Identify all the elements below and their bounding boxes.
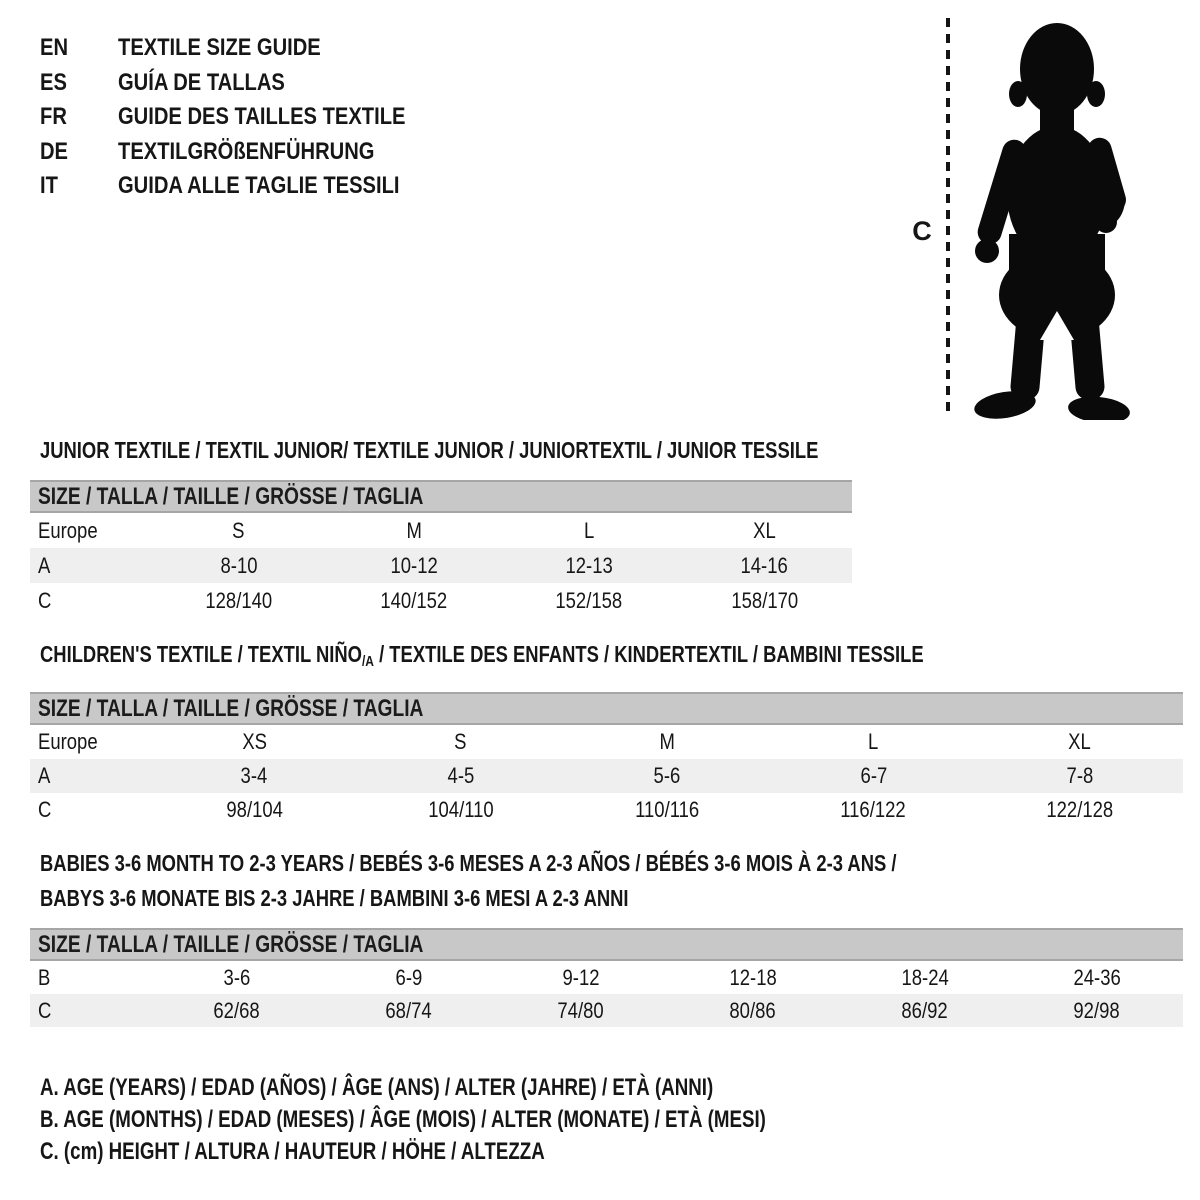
cell: 6-7 — [860, 763, 887, 788]
nino-a-subscript: /A — [361, 653, 374, 670]
row-label: A — [38, 763, 51, 788]
cell: S — [232, 517, 245, 543]
lang-row-fr — [40, 100, 460, 135]
row-label: Europe — [38, 729, 98, 754]
cell: 18-24 — [901, 964, 949, 990]
cell: 6-9 — [395, 964, 423, 990]
cell: 74/80 — [557, 997, 605, 1023]
table-row-age-months — [30, 961, 1183, 994]
lang-code: ES — [40, 68, 67, 96]
table-row-age — [30, 759, 1183, 793]
cell: L — [583, 517, 595, 543]
cell: 68/74 — [385, 997, 433, 1023]
row-label: C — [38, 797, 52, 822]
table-row-height — [30, 994, 1183, 1027]
lang-code: IT — [40, 172, 58, 199]
junior-section-title: JUNIOR TEXTILE / TEXTIL JUNIOR/ TEXTILE JUNIOR / JUNIORTEXTIL / JUNIOR TESSILE — [40, 437, 819, 463]
lang-code: EN — [40, 34, 69, 61]
table-row-height — [30, 793, 1183, 827]
cell: M — [406, 517, 422, 543]
height-measure-dashed-line — [946, 18, 950, 415]
children-section-title: CHILDREN'S TEXTILE / TEXTIL NIÑO/A / TEXTILE DES ENFANTS / KINDERTEXTIL / BAMBINI TESSILE — [40, 641, 924, 670]
lang-row-es — [40, 66, 460, 101]
children-size-table — [30, 692, 1183, 827]
legend-line-b: B. AGE (MONTHS) / EDAD (MESES) / ÂGE (MOIS) / ALTER (MONATE) / ETÀ (MESI) — [40, 1106, 766, 1133]
cell: 4-5 — [447, 763, 474, 788]
cell: 152/158 — [555, 587, 623, 613]
cell: 92/98 — [1073, 997, 1121, 1023]
cell: 80/86 — [729, 997, 777, 1023]
lang-title: GUIDE DES TAILLES TEXTILE — [118, 103, 406, 130]
language-title-list — [40, 31, 460, 204]
cell: XL — [753, 517, 776, 543]
cell: 104/110 — [427, 797, 494, 822]
lang-code: FR — [40, 103, 67, 130]
lang-title: GUÍA DE TALLAS — [118, 68, 285, 96]
cell: 116/122 — [840, 797, 907, 822]
legend-line-c: C. (cm) HEIGHT / ALTURA / HAUTEUR / HÖHE / ALTEZZA — [40, 1138, 545, 1165]
table-row-height — [30, 583, 852, 618]
cell: 158/170 — [730, 587, 798, 613]
row-label: Europe — [38, 517, 98, 543]
cell: 140/152 — [380, 587, 448, 613]
lang-row-de — [40, 135, 460, 170]
cell: 5-6 — [653, 763, 681, 788]
size-header-bar — [30, 480, 852, 513]
cell: 12-13 — [565, 552, 613, 578]
cell: 10-12 — [390, 552, 438, 578]
cell: L — [868, 729, 879, 754]
table-row-europe — [30, 725, 1183, 759]
cell: 122/128 — [1046, 797, 1114, 822]
cell: 86/92 — [901, 997, 949, 1023]
size-header-label: SIZE / TALLA / TAILLE / GRÖSSE / TAGLIA — [38, 695, 424, 722]
cell: 128/140 — [205, 587, 273, 613]
junior-size-table — [30, 480, 852, 618]
lang-title: TEXTILE SIZE GUIDE — [118, 34, 321, 61]
cell: S — [454, 729, 467, 754]
lang-row-it — [40, 169, 460, 204]
cell: M — [659, 729, 675, 754]
table-row-europe — [30, 513, 852, 548]
size-header-label: SIZE / TALLA / TAILLE / GRÖSSE / TAGLIA — [38, 483, 424, 510]
cell: XS — [241, 729, 267, 754]
cell: 9-12 — [562, 964, 600, 990]
size-header-bar — [30, 692, 1183, 725]
cell: 110/116 — [634, 797, 700, 822]
cell: 24-36 — [1073, 964, 1121, 990]
cell: 14-16 — [740, 552, 789, 578]
table-row-age — [30, 548, 852, 583]
lang-title: GUIDA ALLE TAGLIE TESSILI — [118, 172, 400, 199]
lang-title: TEXTILGRÖßENFÜHRUNG — [118, 137, 375, 165]
babies-size-table — [30, 928, 1183, 1027]
size-header-bar — [30, 928, 1183, 961]
row-label: B — [38, 964, 51, 990]
measure-legend — [40, 1072, 971, 1168]
height-measure-label: C — [912, 216, 932, 246]
lang-code: DE — [40, 137, 69, 165]
cell: 3-6 — [223, 964, 251, 990]
cell: 7-8 — [1066, 763, 1094, 788]
row-label: A — [38, 552, 51, 578]
legend-line-a: A. AGE (YEARS) / EDAD (AÑOS) / ÂGE (ANS) / ALTER (JAHRE) / ETÀ (ANNI) — [40, 1074, 714, 1101]
babies-section-title: BABIES 3-6 MONTH TO 2-3 YEARS / BEBÉS 3-6 MESES A 2-3 AÑOS / BÉBÉS 3-6 MOIS À 2-3 ANS / BABYS 3-6 MONATE BIS 2-3 JAHRE / BAMBINI 3-6 MESI A 2-3 ANNI — [40, 850, 897, 911]
cell: 8-10 — [220, 552, 258, 578]
cell: 98/104 — [225, 797, 283, 822]
cell: 62/68 — [213, 997, 261, 1023]
lang-row-en — [40, 31, 460, 66]
cell: XL — [1068, 729, 1092, 754]
size-header-label: SIZE / TALLA / TAILLE / GRÖSSE / TAGLIA — [38, 931, 424, 958]
cell: 12-18 — [729, 964, 777, 990]
cell: 3-4 — [240, 763, 268, 788]
row-label: C — [38, 587, 52, 613]
row-label: C — [38, 997, 52, 1023]
toddler-silhouette-icon — [958, 14, 1142, 420]
